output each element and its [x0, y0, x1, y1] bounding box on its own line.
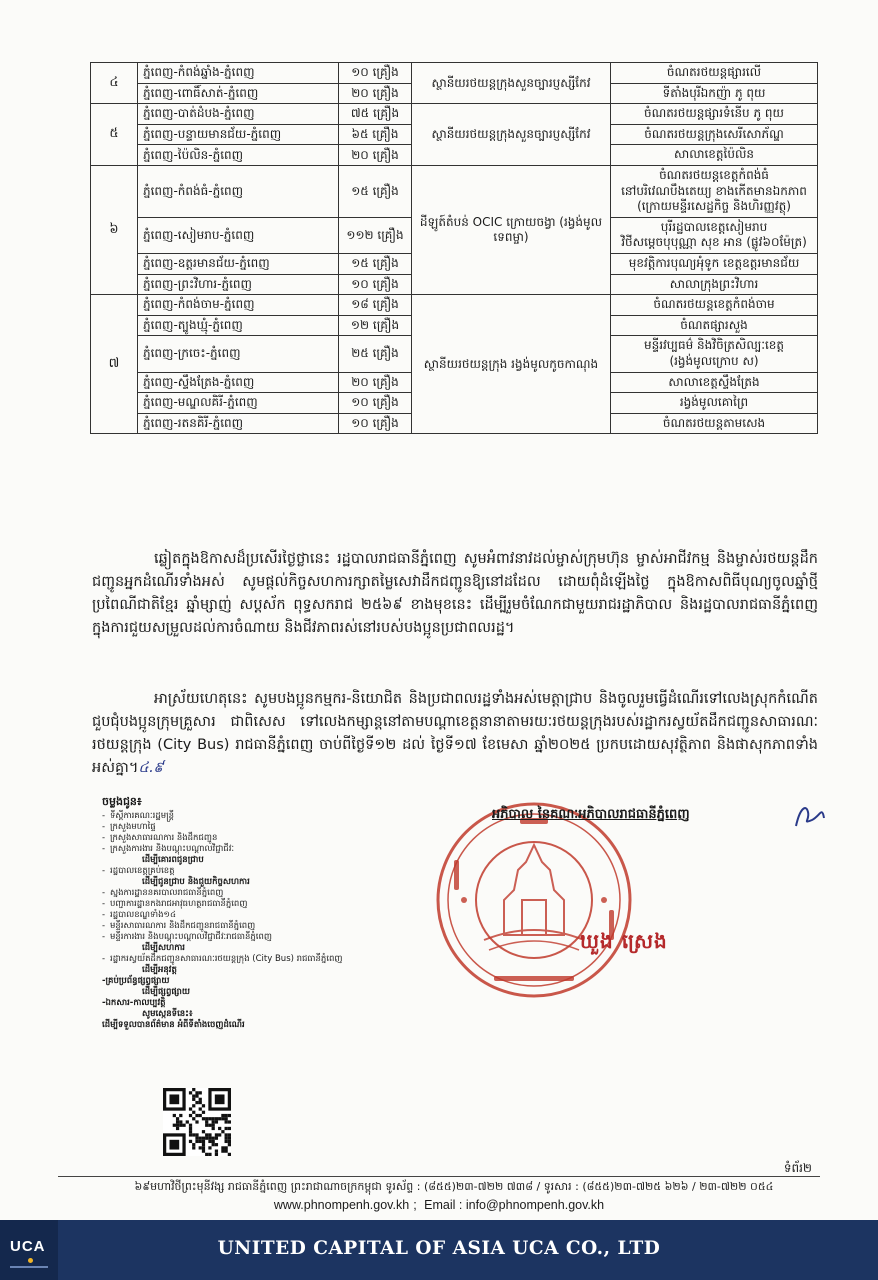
departure-station: ស្ថានីយរថយន្តក្រុង រង្វង់មូលកូចកាណុង	[412, 295, 611, 434]
cc-recipient: ដើម្បីទទួលបានព័ត៌មាន អំពីទីតាំងចេញដំណើរ	[102, 1020, 245, 1030]
cc-recipient: - ទីស្តីការគណៈរដ្ឋមន្ត្រី	[102, 811, 402, 822]
email-label: Email :	[424, 1198, 463, 1212]
bus-count-cell: ២០ គ្រឿង	[339, 372, 412, 393]
cc-recipient: - បញ្ជាការដ្ឋានកងរាជអាវុធហត្ថរាជធានីភ្នំពេញ	[102, 899, 402, 910]
cc-purpose: ដើម្បីសហការ	[142, 943, 185, 953]
cc-purpose: ដើម្បីផ្សព្វផ្សាយ	[142, 987, 190, 997]
bus-count-cell: ១៥ គ្រឿង	[339, 253, 412, 274]
destination-line: រង្វង់មូលគោព្រៃ	[679, 395, 749, 410]
bus-count-cell: ១០ គ្រឿង	[339, 63, 412, 84]
route-table	[90, 62, 818, 434]
cc-items	[102, 811, 402, 1031]
uca-logo-text: UCA	[10, 1238, 46, 1255]
route-cell: ភ្នំពេញ-បន្ទាយមានជ័យ-ភ្នំពេញ	[138, 124, 339, 145]
table-row	[91, 104, 818, 125]
handwritten-mark: ៤.៩	[138, 760, 164, 776]
bus-count-cell: ១១២ គ្រឿង	[339, 217, 412, 253]
bus-count-cell: ១០ គ្រឿង	[339, 413, 412, 434]
route-cell: ភ្នំពេញ-ឧត្តរមានជ័យ-ភ្នំពេញ	[138, 253, 339, 274]
destination-line: ចំណតរថយន្តខេត្តកំពង់ចាម	[653, 297, 775, 312]
signatory-name: ឃួង ស្រេង	[580, 929, 668, 953]
route-cell: ភ្នំពេញ-រតនគិរី-ភ្នំពេញ	[138, 413, 339, 434]
destination-line: វិថីសម្តេចបុបុណ្ណា សុខ អាន (ផ្លូវ៦០ម៉ែត្រ)	[621, 235, 807, 250]
destination-cell	[611, 145, 818, 166]
cc-recipient: - ក្រសួងសាធារណការ និងដឹកជញ្ជូន	[102, 833, 402, 844]
group-number: ៤	[91, 63, 138, 104]
bus-count-cell: ១៨ គ្រឿង	[339, 295, 412, 316]
bus-count-cell: ៦៥ គ្រឿង	[339, 124, 412, 145]
destination-cell	[611, 336, 818, 372]
departure-station: ដីឡូត៍តំបន់ OCIC ក្រោយចង្វា (រង្វង់មូលទេពម្ចា)	[412, 165, 611, 294]
cc-recipient: -គ្រប់ប្រព័ន្ធផ្សព្វផ្សាយ	[102, 976, 170, 986]
destination-cell	[611, 295, 818, 316]
cc-recipient: - រដ្ឋបាលខណ្ឌទាំង១៤	[102, 910, 402, 921]
email-link[interactable]: info@phnompenh.gov.kh	[465, 1198, 605, 1212]
destination-cell	[611, 63, 818, 84]
cc-purpose: ដើម្បីអនុវត្ត	[142, 965, 177, 975]
destination-line: មន្ទីរវប្បធម៌ និងវិចិត្រសិល្បៈខេត្ត	[643, 338, 785, 353]
route-cell: ភ្នំពេញ-ព្រះវិហារ-ភ្នំពេញ	[138, 274, 339, 295]
company-name: UNITED CAPITAL OF ASIA UCA CO., LTD	[217, 1238, 661, 1259]
destination-line: ចំណតផ្សារសួង	[680, 317, 748, 332]
destination-line: ចំណតរថយន្តខេត្តកំពង់ធំ	[659, 167, 769, 182]
destination-cell	[611, 104, 818, 125]
bus-count-cell: ១២ គ្រឿង	[339, 315, 412, 336]
destination-cell	[611, 124, 818, 145]
destination-line: មុខវត្តិការបុណ្យអុំទូក ខេត្តឧត្តរមានជ័យ	[628, 255, 800, 270]
table-row	[91, 165, 818, 217]
bus-count-cell: ៧៥ គ្រឿង	[339, 104, 412, 125]
destination-cell	[611, 217, 818, 253]
cc-purpose: សូមស្កេនទីនេះ៖	[142, 1009, 193, 1019]
cc-recipient: - មន្ទីរការងារ និងបណ្តុះបណ្តាលវិជ្ជាជីវៈរាជធានីភ្នំពេញ	[102, 932, 402, 943]
route-cell: ភ្នំពេញ-សៀមរាប-ភ្នំពេញ	[138, 217, 339, 253]
group-number: ៧	[91, 295, 138, 434]
company-banner	[0, 1220, 878, 1280]
bus-count-cell: ២០ គ្រឿង	[339, 83, 412, 104]
appeal-text: ឆ្លៀតក្នុងឱកាសដ៏ប្រសើរថ្ងៃថ្លានេះ រដ្ឋបាលរាជធានីភ្នំពេញ សូមអំពាវនាវដល់ម្ចាស់ក្រុមហ៊ុន ម្ចាស់អាជីវកម្ម និងម្ចាស់រថយន្តដឹកជញ្ជូនអ្នកដំណើរទាំងអស់ សូមផ្តល់កិច្ចសហការក្សាតម្លៃសេវាដឹកជញ្ជូនឱ្យនៅដដែល ដោយពុំដំឡើងថ្លៃ ក្នុងឱកាសពិធីបុណ្យចូលឆ្នាំថ្មី ប្រពៃណីជាតិខ្មែរ ឆ្នាំម្សាញ់ សប្តស័ក ពុទ្ធសករាជ ២៥៦៩ ខាងមុខនេះ ដើម្បីរួមចំណែកជាមួយរាជរដ្ឋាភិបាល និងរដ្ឋបាលរាជធានីភ្នំពេញ ក្នុងការជួយសម្រួលដល់ការចំណាយ និងជីវភាពរស់នៅរបស់បងប្អូនប្រជាពលរដ្ឋ។	[92, 551, 818, 636]
destination-cell	[611, 393, 818, 414]
cc-recipient: - រដ្ឋាករស្វយ័តដឹកជញ្ជូនសាធារណៈរថយន្តក្រុង (City Bus) រាជធានីភ្នំពេញ	[102, 954, 402, 965]
handwritten-signature	[790, 798, 830, 834]
destination-line: ទីតាំងបុរីឯកញ៉ា ភូ ពុយ	[662, 85, 766, 100]
destination-line: សាលាខេត្តស្ទឹងត្រែង	[668, 374, 760, 389]
destination-line: នៅបរិវេណបឹងតេយ្យ ខាងកើតមានឯកភាព	[621, 183, 807, 198]
footer-divider	[58, 1176, 820, 1177]
cc-recipient: - មន្ទីរសាធារណការ និងដឹកជញ្ជូនរាជធានីភ្នំពេញ	[102, 921, 402, 932]
route-cell: ភ្នំពេញ-ស្ទឹងត្រែង-ភ្នំពេញ	[138, 372, 339, 393]
logo-underline	[10, 1266, 48, 1268]
cc-purpose: ដើម្បីជូនជ្រាប និងជួយកិច្ចសហការ	[142, 877, 250, 887]
destination-line: (រង្វង់មូលក្រោប ស)	[669, 353, 759, 368]
table-row	[91, 295, 818, 316]
appeal-paragraph	[92, 548, 818, 640]
route-cell: ភ្នំពេញ-កំពង់ឆ្នាំង-ភ្នំពេញ	[138, 63, 339, 84]
destination-cell	[611, 253, 818, 274]
qr-code[interactable]	[163, 1088, 231, 1156]
cc-recipient: -ឯកសារ-កាលប្បវត្តិ	[102, 998, 166, 1008]
destination-cell	[611, 315, 818, 336]
route-cell: ភ្នំពេញ-ក្រចេះ-ភ្នំពេញ	[138, 336, 339, 372]
bus-count-cell: ២៥ គ្រឿង	[339, 336, 412, 372]
cc-recipient: - រដ្ឋបាលខេត្តគ្រប់ខេត្ត	[102, 866, 402, 877]
bus-count-cell: ១០ គ្រឿង	[339, 393, 412, 414]
route-cell: ភ្នំពេញ-បាត់ដំបង-ភ្នំពេញ	[138, 104, 339, 125]
cc-recipient: - ស្នងការដ្ឋាននគរបាលរាជធានីភ្នំពេញ	[102, 888, 402, 899]
destination-line: ចំណតរថយន្តផ្សារទំនើប ភូ ពុយ	[644, 106, 784, 121]
signatory-title-text: អភិបាល នៃគណៈអភិបាលរាជធានីភ្នំពេញ	[492, 807, 690, 822]
destination-cell	[611, 83, 818, 104]
destination-line: ចំណតរថយន្តផ្សារលើ	[666, 65, 762, 79]
route-cell: ភ្នំពេញ-ប៉ៃលិន-ភ្នំពេញ	[138, 145, 339, 166]
departure-station: ស្ថានីយរថយន្តក្រុងសួនច្បារប្ញស្សីកែវ	[412, 104, 611, 166]
bus-count-cell: ១០ គ្រឿង	[339, 274, 412, 295]
route-cell: ភ្នំពេញ-កំពង់ធំ-ភ្នំពេញ	[138, 165, 339, 217]
cc-list	[102, 796, 402, 1031]
destination-line: បុរីរដ្ឋបាលខេត្តសៀមរាប	[660, 219, 768, 234]
route-cell: ភ្នំពេញ-កំពង់ចាម-ភ្នំពេញ	[138, 295, 339, 316]
table-row	[91, 63, 818, 84]
signatory-title	[492, 806, 690, 825]
destination-cell	[611, 165, 818, 217]
footer-address: ៦៩មហាវិថីព្រះមុនីវង្ស រាជធានីភ្នំពេញ ព្រះរាជាណាចក្រកម្ពុជា ទូរស័ព្ទ : (៨៥៥)២៣-៧២២ ៧៣៨ / ទូរសារ : (៨៥៥)២៣-៧២៥ ៦២៦ / ២៣-៧២២ ០៥៤	[134, 1180, 774, 1193]
destination-line: ចំណតរថយន្តតាមសេង	[662, 415, 766, 430]
travel-paragraph	[92, 688, 818, 780]
travel-text: អាស្រ័យហេតុនេះ សូមបងប្អូនកម្មករ-និយោជិត និងប្រជាពលរដ្ឋទាំងអស់មេត្តាជ្រាប និងចូលរួមធ្វើដំណើរទៅលេងស្រុកកំណើត ជួបជុំបងប្អូនក្រុមគ្រួសារ ជាពិសេស ទៅលេងកម្សាន្តនៅតាមបណ្តាខេត្តនានាតាមរយៈរថយន្តក្រុងរបស់រដ្ឋាករស្វយ័តដឹកជញ្ជូនសាធារណៈរថយន្តក្រុង (City Bus) រាជធានីភ្នំពេញ ចាប់ពីថ្ងៃទី១២ ដល់ ថ្ងៃទី១៧ ខែមេសា ឆ្នាំ២០២៥ ប្រកបដោយសុវត្ថិភាព និងផាសុកភាពទាំងអស់គ្នា។	[92, 691, 818, 776]
footer-contacts: www.phnompenh.gov.kh ; Email : info@phnompenh.gov.kh	[273, 1198, 605, 1212]
group-number: ៥	[91, 104, 138, 166]
destination-line: សាលាក្រុងព្រះវិហារ	[669, 276, 759, 291]
departure-station: ស្ថានីយរថយន្តក្រុងសួនច្បារប្ញស្សីកែវ	[412, 63, 611, 104]
page-number: ទំព័រ២	[783, 1161, 812, 1175]
destination-line: (ក្រោយមន្ទីរសេដ្ឋកិច្ច និងហិរញ្ញវត្ថុ)	[637, 199, 791, 214]
cc-purpose: ដើម្បីគោរពជូនជ្រាប	[142, 855, 204, 865]
bus-count-cell: ២០ គ្រឿង	[339, 145, 412, 166]
destination-line: សាលាខេត្តប៉ៃលិន	[674, 147, 754, 162]
destination-cell	[611, 372, 818, 393]
route-cell: ភ្នំពេញ-មណ្ឌលគិរី-ភ្នំពេញ	[138, 393, 339, 414]
route-cell: ភ្នំពេញ-ត្បូងឃ្មុំ-ភ្នំពេញ	[138, 315, 339, 336]
bus-count-cell: ១៥ គ្រឿង	[339, 165, 412, 217]
route-cell: ភ្នំពេញ-ពោធិ៍សាត់-ភ្នំពេញ	[138, 83, 339, 104]
destination-cell	[611, 413, 818, 434]
official-seal	[434, 800, 634, 1000]
cc-title: ចម្លងជូន៖	[102, 795, 142, 808]
cc-recipient: - ក្រសួងមហាផ្ទៃ	[102, 822, 402, 833]
destination-cell	[611, 274, 818, 295]
cc-recipient: - ក្រសួងការងារ និងបណ្តុះបណ្តាលវិជ្ជាជីវៈ	[102, 844, 402, 855]
group-number: ៦	[91, 165, 138, 294]
website-link[interactable]: www.phnompenh.gov.kh	[273, 1198, 410, 1212]
destination-line: ចំណតរថយន្តក្រុងសេរីសោភ័ណ្ឌ	[644, 126, 784, 141]
